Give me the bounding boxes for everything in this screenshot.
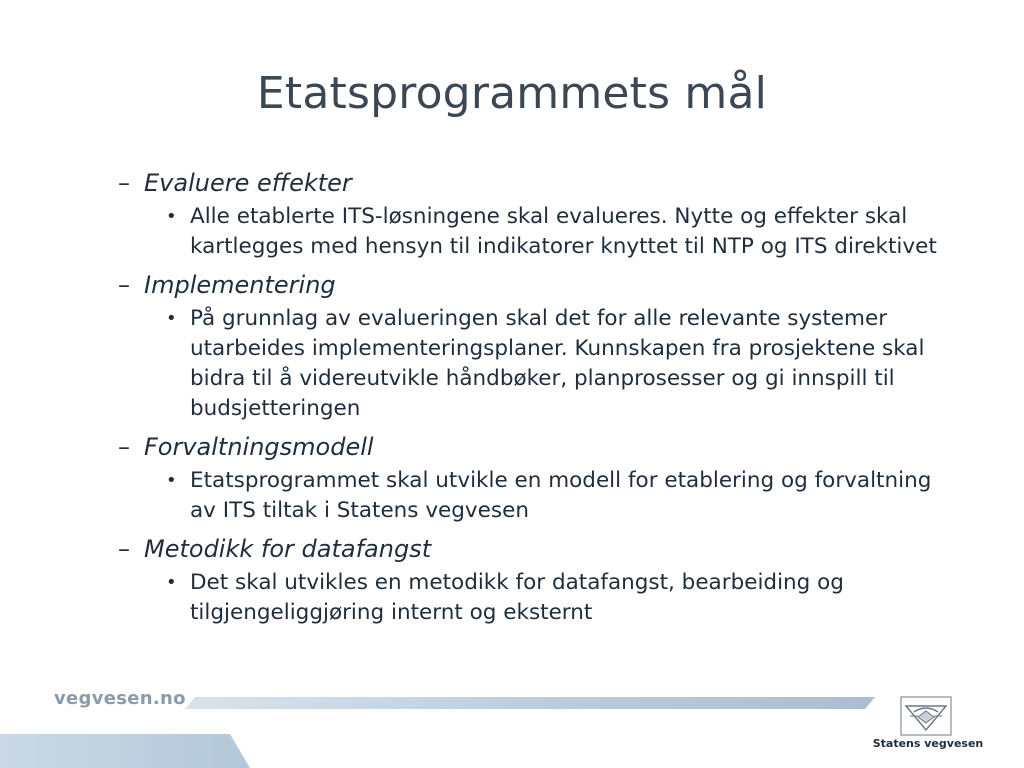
bullet-text: Etatsprogrammet skal utvikle en modell for etablering og forvaltning av ITS tiltak i Statens vegvesen bbox=[190, 468, 932, 523]
bullet-item bbox=[166, 304, 968, 424]
bullet-item bbox=[166, 466, 968, 526]
section-heading bbox=[118, 268, 968, 302]
dash-marker: – bbox=[118, 169, 130, 197]
bullet-dot-icon: • bbox=[166, 470, 177, 491]
footer-url: vegvesen.no bbox=[54, 688, 186, 709]
section-heading-text: Implementering bbox=[144, 271, 336, 299]
section-evaluere-effekter bbox=[118, 166, 968, 262]
logo-wordmark: Statens vegvesen bbox=[872, 737, 984, 750]
dash-marker: – bbox=[118, 433, 130, 461]
bullet-dot-icon: • bbox=[166, 308, 177, 329]
section-heading bbox=[118, 430, 968, 464]
footer-decorative-band bbox=[0, 734, 250, 768]
section-heading bbox=[118, 532, 968, 566]
section-metodikk-for-datafangst bbox=[118, 532, 968, 628]
section-implementering bbox=[118, 268, 968, 424]
footer-decorative-bar bbox=[185, 697, 875, 709]
section-heading-text: Metodikk for datafangst bbox=[144, 535, 432, 563]
dash-marker: – bbox=[118, 271, 130, 299]
bullet-dot-icon: • bbox=[166, 572, 177, 593]
statens-vegvesen-emblem-icon bbox=[900, 696, 952, 736]
section-forvaltningsmodell bbox=[118, 430, 968, 526]
bullet-dot-icon: • bbox=[166, 206, 177, 227]
bullet-item bbox=[166, 202, 968, 262]
bullet-text: På grunnlag av evalueringen skal det for alle relevante systemer utarbeides implementeringsplaner. Kunnskapen fra prosjektene skal bidra til å videreutvikle håndbøker, planprosesser og gi innspill til budsjetteringen bbox=[190, 306, 925, 421]
slide-title: Etatsprogrammets mål bbox=[256, 68, 768, 119]
section-heading-text: Evaluere effekter bbox=[144, 169, 352, 197]
section-heading-text: Forvaltningsmodell bbox=[144, 433, 374, 461]
dash-marker: – bbox=[118, 535, 130, 563]
bullet-text: Det skal utvikles en metodikk for datafangst, bearbeiding og tilgjengeliggjøring internt og eksternt bbox=[190, 570, 844, 625]
bullet-text: Alle etablerte ITS-løsningene skal evalueres. Nytte og effekter skal kartlegges med hensyn til indikatorer knyttet til NTP og ITS direktivet bbox=[190, 204, 937, 259]
section-heading bbox=[118, 166, 968, 200]
slide-content bbox=[118, 166, 968, 634]
bullet-item bbox=[166, 568, 968, 628]
